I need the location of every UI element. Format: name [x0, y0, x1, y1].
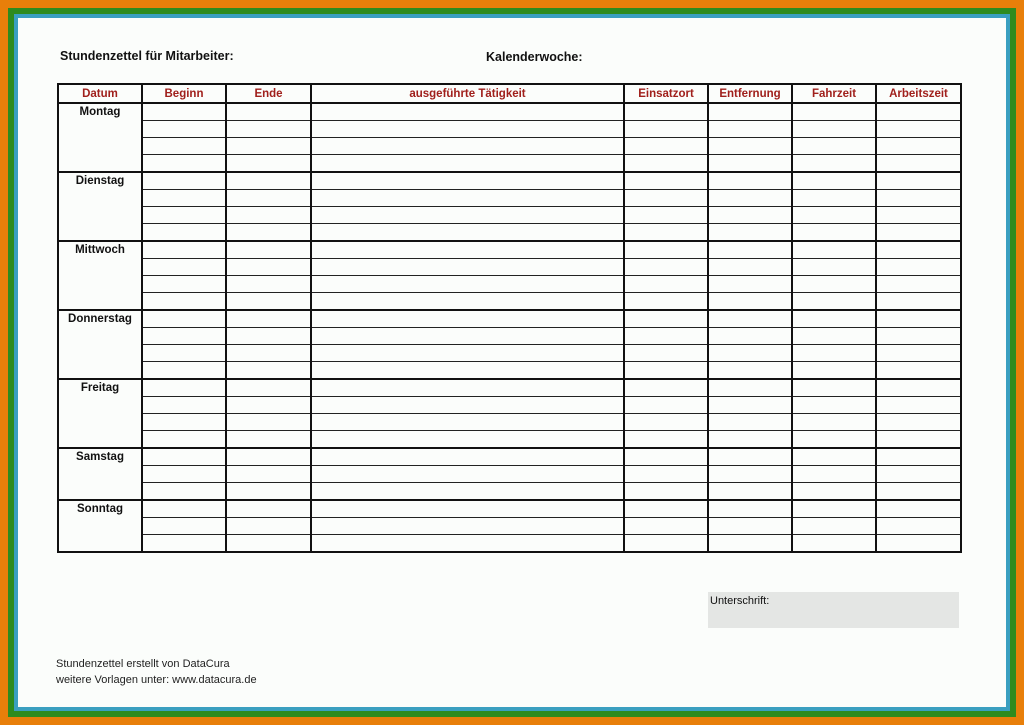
entry-cell[interactable]	[142, 121, 226, 138]
entry-cell[interactable]	[311, 345, 624, 362]
entry-cell[interactable]	[708, 259, 792, 276]
entry-cell[interactable]	[142, 448, 226, 466]
entry-cell[interactable]	[792, 500, 876, 518]
table-row	[58, 483, 961, 501]
entry-cell[interactable]	[876, 138, 961, 155]
timesheet-table	[57, 83, 962, 553]
entry-cell[interactable]	[708, 328, 792, 345]
table-row	[58, 500, 961, 518]
entry-cell[interactable]	[624, 448, 708, 466]
entry-cell[interactable]	[142, 345, 226, 362]
entry-cell[interactable]	[142, 293, 226, 311]
entry-cell[interactable]	[708, 535, 792, 553]
entry-cell[interactable]	[708, 362, 792, 380]
calendar-week-label: Kalenderwoche:	[486, 50, 583, 64]
entry-cell[interactable]	[311, 448, 624, 466]
entry-cell[interactable]	[226, 328, 311, 345]
entry-cell[interactable]	[311, 500, 624, 518]
table-row	[58, 241, 961, 259]
entry-cell[interactable]	[876, 431, 961, 449]
entry-cell[interactable]	[792, 207, 876, 224]
entry-cell[interactable]	[792, 138, 876, 155]
day-label: Mittwoch	[58, 241, 142, 310]
entry-cell[interactable]	[876, 155, 961, 173]
entry-cell[interactable]	[876, 328, 961, 345]
entry-cell[interactable]	[624, 224, 708, 242]
entry-cell[interactable]	[624, 397, 708, 414]
column-header-ende: Ende	[226, 84, 311, 103]
column-header-fahrzeit: Fahrzeit	[792, 84, 876, 103]
entry-cell[interactable]	[792, 259, 876, 276]
entry-cell[interactable]	[226, 397, 311, 414]
table-row	[58, 448, 961, 466]
entry-cell[interactable]	[624, 103, 708, 121]
entry-cell[interactable]	[792, 276, 876, 293]
entry-cell[interactable]	[142, 241, 226, 259]
entry-cell[interactable]	[624, 172, 708, 190]
day-label: Donnerstag	[58, 310, 142, 379]
entry-cell[interactable]	[311, 518, 624, 535]
entry-cell[interactable]	[876, 259, 961, 276]
entry-cell[interactable]	[142, 518, 226, 535]
entry-cell[interactable]	[142, 103, 226, 121]
entry-cell[interactable]	[708, 397, 792, 414]
entry-cell[interactable]	[142, 414, 226, 431]
column-header-einsatzort: Einsatzort	[624, 84, 708, 103]
table-row	[58, 345, 961, 362]
entry-cell[interactable]	[708, 431, 792, 449]
entry-cell[interactable]	[142, 466, 226, 483]
entry-cell[interactable]	[142, 224, 226, 242]
table-row	[58, 155, 961, 173]
entry-cell[interactable]	[876, 172, 961, 190]
column-header-taetigkeit: ausgeführte Tätigkeit	[311, 84, 624, 103]
entry-cell[interactable]	[226, 414, 311, 431]
entry-cell[interactable]	[226, 241, 311, 259]
entry-cell[interactable]	[708, 172, 792, 190]
entry-cell[interactable]	[226, 483, 311, 501]
entry-cell[interactable]	[311, 397, 624, 414]
entry-cell[interactable]	[708, 276, 792, 293]
entry-cell[interactable]	[142, 207, 226, 224]
entry-cell[interactable]	[876, 207, 961, 224]
entry-cell[interactable]	[708, 483, 792, 501]
entry-cell[interactable]	[624, 500, 708, 518]
entry-cell[interactable]	[708, 345, 792, 362]
entry-cell[interactable]	[792, 293, 876, 311]
table-row	[58, 310, 961, 328]
entry-cell[interactable]	[708, 414, 792, 431]
entry-cell[interactable]	[876, 224, 961, 242]
signature-field[interactable]	[708, 592, 959, 628]
entry-cell[interactable]	[142, 379, 226, 397]
entry-cell[interactable]	[226, 121, 311, 138]
day-label: Sonntag	[58, 500, 142, 552]
entry-cell[interactable]	[226, 259, 311, 276]
entry-cell[interactable]	[792, 345, 876, 362]
entry-cell[interactable]	[624, 362, 708, 380]
entry-cell[interactable]	[708, 190, 792, 207]
entry-cell[interactable]	[708, 500, 792, 518]
entry-cell[interactable]	[792, 448, 876, 466]
entry-cell[interactable]	[624, 310, 708, 328]
entry-cell[interactable]	[876, 518, 961, 535]
entry-cell[interactable]	[624, 121, 708, 138]
entry-cell[interactable]	[311, 328, 624, 345]
entry-cell[interactable]	[792, 431, 876, 449]
column-header-beginn: Beginn	[142, 84, 226, 103]
table-row	[58, 535, 961, 553]
entry-cell[interactable]	[876, 293, 961, 311]
entry-cell[interactable]	[708, 241, 792, 259]
entry-cell[interactable]	[226, 518, 311, 535]
entry-cell[interactable]	[876, 397, 961, 414]
entry-cell[interactable]	[142, 172, 226, 190]
table-row	[58, 518, 961, 535]
table-row	[58, 224, 961, 242]
table-row	[58, 362, 961, 380]
entry-cell[interactable]	[311, 224, 624, 242]
entry-cell[interactable]	[708, 448, 792, 466]
entry-cell[interactable]	[624, 466, 708, 483]
entry-cell[interactable]	[311, 414, 624, 431]
entry-cell[interactable]	[142, 155, 226, 173]
entry-cell[interactable]	[311, 121, 624, 138]
day-label: Freitag	[58, 379, 142, 448]
entry-cell[interactable]	[624, 155, 708, 173]
entry-cell[interactable]	[311, 535, 624, 553]
column-header-arbeitszeit: Arbeitszeit	[876, 84, 961, 103]
entry-cell[interactable]	[708, 103, 792, 121]
table-row	[58, 103, 961, 121]
entry-cell[interactable]	[226, 448, 311, 466]
entry-cell[interactable]	[792, 103, 876, 121]
entry-cell[interactable]	[708, 466, 792, 483]
employee-title: Stundenzettel für Mitarbeiter:	[60, 49, 234, 63]
timesheet-page	[18, 18, 1006, 707]
entry-cell[interactable]	[876, 535, 961, 553]
entry-cell[interactable]	[876, 345, 961, 362]
table-row	[58, 207, 961, 224]
entry-cell[interactable]	[226, 138, 311, 155]
entry-cell[interactable]	[708, 138, 792, 155]
footer-credit: Stundenzettel erstellt von DataCura	[56, 658, 230, 670]
entry-cell[interactable]	[792, 466, 876, 483]
entry-cell[interactable]	[624, 241, 708, 259]
entry-cell[interactable]	[624, 293, 708, 311]
table-row	[58, 138, 961, 155]
entry-cell[interactable]	[226, 310, 311, 328]
entry-cell[interactable]	[142, 431, 226, 449]
entry-cell[interactable]	[624, 414, 708, 431]
entry-cell[interactable]	[624, 190, 708, 207]
entry-cell[interactable]	[311, 293, 624, 311]
table-row	[58, 379, 961, 397]
entry-cell[interactable]	[792, 362, 876, 380]
entry-cell[interactable]	[226, 293, 311, 311]
entry-cell[interactable]	[876, 362, 961, 380]
entry-cell[interactable]	[142, 310, 226, 328]
entry-cell[interactable]	[876, 500, 961, 518]
entry-cell[interactable]	[142, 362, 226, 380]
entry-cell[interactable]	[311, 379, 624, 397]
entry-cell[interactable]	[226, 466, 311, 483]
entry-cell[interactable]	[226, 362, 311, 380]
table-row	[58, 190, 961, 207]
entry-cell[interactable]	[226, 172, 311, 190]
entry-cell[interactable]	[311, 362, 624, 380]
entry-cell[interactable]	[876, 276, 961, 293]
column-header-entfernung: Entfernung	[708, 84, 792, 103]
entry-cell[interactable]	[142, 328, 226, 345]
table-row	[58, 328, 961, 345]
entry-cell[interactable]	[311, 431, 624, 449]
entry-cell[interactable]	[311, 155, 624, 173]
entry-cell[interactable]	[142, 259, 226, 276]
entry-cell[interactable]	[311, 207, 624, 224]
entry-cell[interactable]	[311, 483, 624, 501]
entry-cell[interactable]	[311, 138, 624, 155]
entry-cell[interactable]	[624, 518, 708, 535]
day-label: Montag	[58, 103, 142, 172]
entry-cell[interactable]	[876, 121, 961, 138]
entry-cell[interactable]	[708, 207, 792, 224]
entry-cell[interactable]	[876, 483, 961, 501]
entry-cell[interactable]	[311, 276, 624, 293]
table-row	[58, 121, 961, 138]
entry-cell[interactable]	[792, 190, 876, 207]
entry-cell[interactable]	[876, 448, 961, 466]
entry-cell[interactable]	[876, 466, 961, 483]
table-row	[58, 293, 961, 311]
entry-cell[interactable]	[792, 483, 876, 501]
entry-cell[interactable]	[311, 466, 624, 483]
entry-cell[interactable]	[226, 190, 311, 207]
entry-cell[interactable]	[226, 535, 311, 553]
entry-cell[interactable]	[792, 328, 876, 345]
entry-cell[interactable]	[708, 224, 792, 242]
table-body	[58, 103, 961, 552]
entry-cell[interactable]	[226, 431, 311, 449]
entry-cell[interactable]	[226, 276, 311, 293]
entry-cell[interactable]	[624, 207, 708, 224]
entry-cell[interactable]	[142, 138, 226, 155]
entry-cell[interactable]	[624, 345, 708, 362]
table-row	[58, 259, 961, 276]
entry-cell[interactable]	[876, 190, 961, 207]
table-header-row	[58, 84, 961, 103]
table-row	[58, 414, 961, 431]
column-header-datum: Datum	[58, 84, 142, 103]
entry-cell[interactable]	[876, 414, 961, 431]
entry-cell[interactable]	[311, 172, 624, 190]
entry-cell[interactable]	[708, 518, 792, 535]
entry-cell[interactable]	[226, 500, 311, 518]
table-row	[58, 276, 961, 293]
entry-cell[interactable]	[226, 379, 311, 397]
table-row	[58, 397, 961, 414]
table-row	[58, 431, 961, 449]
entry-cell[interactable]	[226, 103, 311, 121]
entry-cell[interactable]	[142, 276, 226, 293]
entry-cell[interactable]	[708, 155, 792, 173]
entry-cell[interactable]	[876, 379, 961, 397]
entry-cell[interactable]	[624, 328, 708, 345]
entry-cell[interactable]	[226, 224, 311, 242]
entry-cell[interactable]	[142, 500, 226, 518]
entry-cell[interactable]	[876, 241, 961, 259]
entry-cell[interactable]	[624, 276, 708, 293]
day-label: Samstag	[58, 448, 142, 500]
entry-cell[interactable]	[624, 138, 708, 155]
entry-cell[interactable]	[792, 310, 876, 328]
signature-label: Unterschrift:	[710, 595, 770, 607]
entry-cell[interactable]	[792, 241, 876, 259]
entry-cell[interactable]	[624, 259, 708, 276]
entry-cell[interactable]	[311, 310, 624, 328]
day-label: Dienstag	[58, 172, 142, 241]
entry-cell[interactable]	[708, 293, 792, 311]
entry-cell[interactable]	[708, 379, 792, 397]
entry-cell[interactable]	[792, 397, 876, 414]
entry-cell[interactable]	[311, 241, 624, 259]
entry-cell[interactable]	[142, 190, 226, 207]
entry-cell[interactable]	[876, 103, 961, 121]
entry-cell[interactable]	[624, 483, 708, 501]
entry-cell[interactable]	[624, 431, 708, 449]
entry-cell[interactable]	[876, 310, 961, 328]
entry-cell[interactable]	[142, 397, 226, 414]
entry-cell[interactable]	[226, 155, 311, 173]
entry-cell[interactable]	[792, 155, 876, 173]
entry-cell[interactable]	[792, 121, 876, 138]
entry-cell[interactable]	[792, 172, 876, 190]
entry-cell[interactable]	[792, 518, 876, 535]
entry-cell[interactable]	[624, 535, 708, 553]
entry-cell[interactable]	[142, 483, 226, 501]
entry-cell[interactable]	[708, 121, 792, 138]
entry-cell[interactable]	[792, 379, 876, 397]
entry-cell[interactable]	[792, 224, 876, 242]
entry-cell[interactable]	[226, 207, 311, 224]
footer-link: weitere Vorlagen unter: www.datacura.de	[56, 674, 257, 686]
entry-cell[interactable]	[226, 345, 311, 362]
entry-cell[interactable]	[311, 259, 624, 276]
entry-cell[interactable]	[624, 379, 708, 397]
entry-cell[interactable]	[142, 535, 226, 553]
entry-cell[interactable]	[792, 414, 876, 431]
entry-cell[interactable]	[708, 310, 792, 328]
entry-cell[interactable]	[792, 535, 876, 553]
table-row	[58, 172, 961, 190]
entry-cell[interactable]	[311, 190, 624, 207]
table-row	[58, 466, 961, 483]
entry-cell[interactable]	[311, 103, 624, 121]
